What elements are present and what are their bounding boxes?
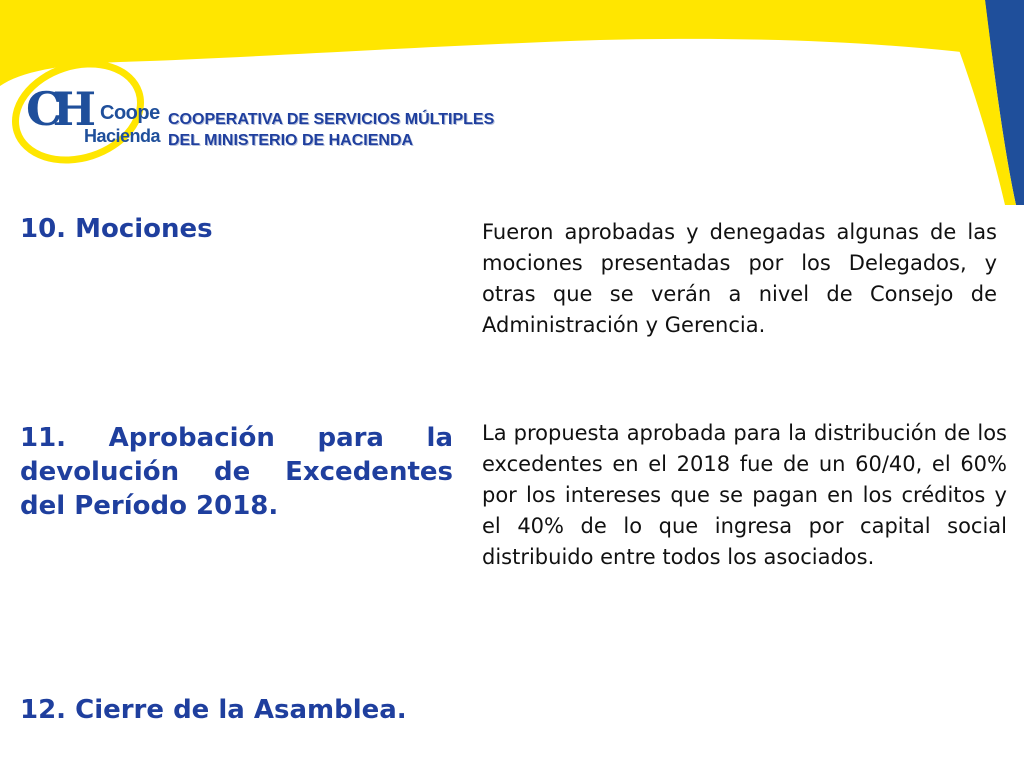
item-description-mociones: Fueron aprobadas y denegadas algunas de las mociones presentadas por los Delegados, y otras que se verán a nivel de Consejo de Administración y Gerencia. (482, 220, 997, 337)
logo-mark: CH (26, 82, 87, 136)
item-title-excedentes: 11. Aprobación para la devolución de Excedentes del Período 2018. (20, 423, 453, 521)
logo-text-hacienda: Hacienda (84, 126, 161, 146)
organization-name-line1: COOPERATIVA DE SERVICIOS MÚLTIPLES (168, 111, 495, 128)
organization-name (168, 109, 494, 151)
item-description-excedentes: La propuesta aprobada para la distribución de los excedentes en el 2018 fue de un 60/40, el 60% por los intereses que se pagan en los créditos y el 40% de lo que ingresa por capital social distribuido entre todos los asociados. (482, 421, 1007, 569)
coope-hacienda-logo (12, 58, 162, 162)
organization-name-line2: DEL MINISTERIO DE HACIENDA (168, 132, 414, 149)
logo-text-coope: Coope (100, 102, 160, 124)
item-title-cierre: 12. Cierre de la Asamblea. (20, 695, 407, 725)
item-title-mociones: 10. Mociones (20, 214, 213, 244)
